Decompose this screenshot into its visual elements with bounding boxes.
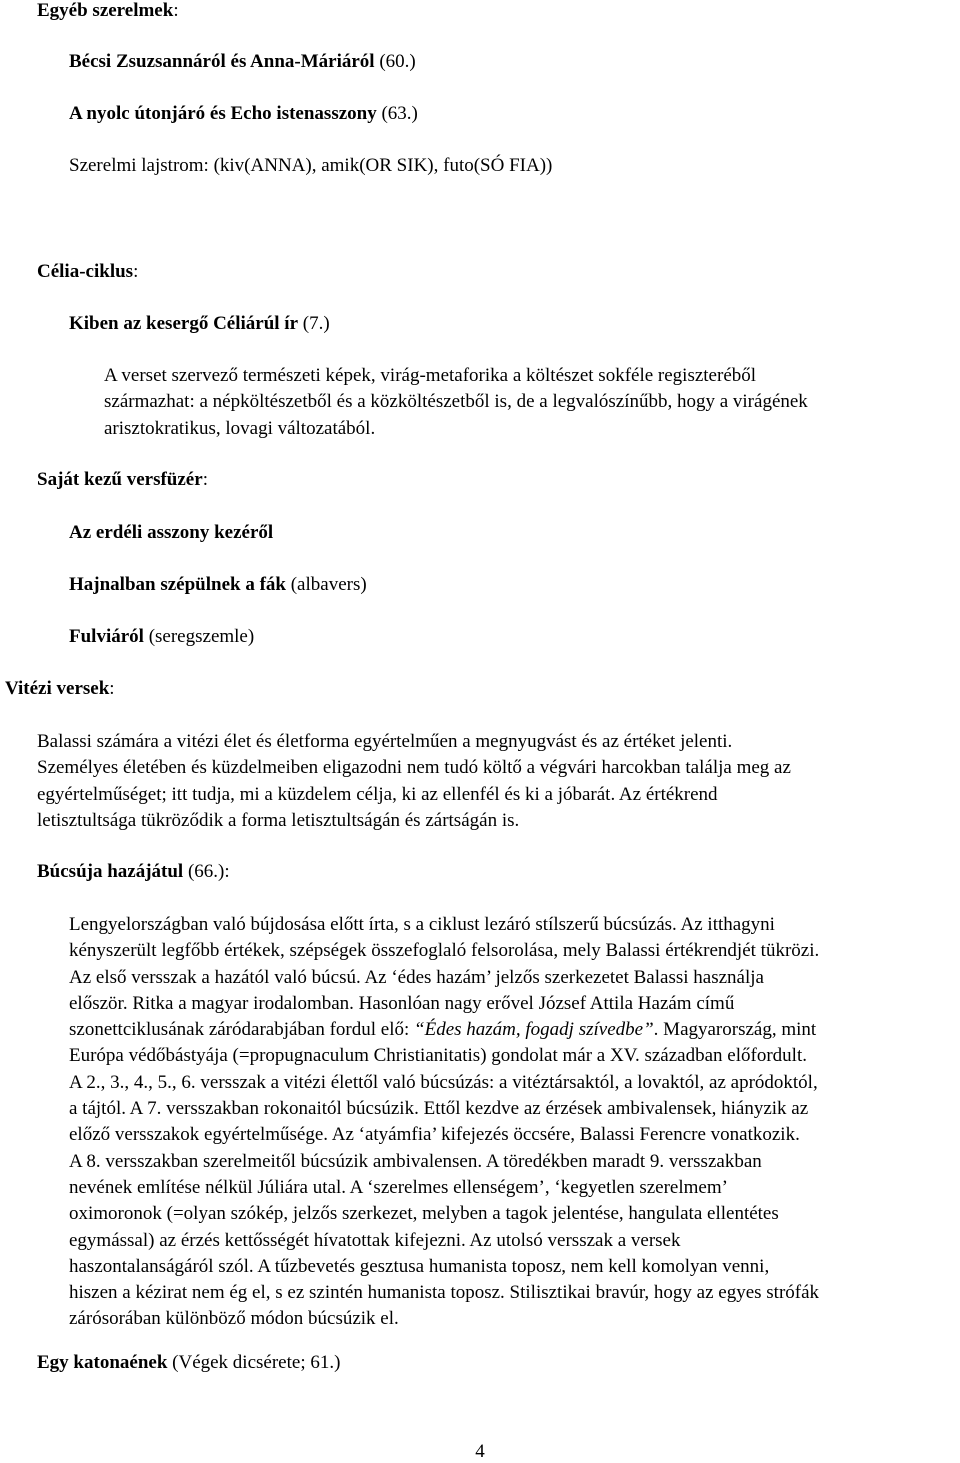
poem-number: (60.) (374, 51, 416, 72)
heading-suffix: : (202, 469, 208, 490)
heading-text: Vitézi versek (5, 678, 110, 699)
lajstrom-text: Szerelmi lajstrom: (kiv(ANNA), amik(OR SIK), futo(SÓ FIA)) (69, 155, 553, 176)
paragraph-line: nevének említése nélkül Júliára utal. A ‘szerelmes ellenségem’, ‘kegyetlen szerelmem’ (69, 1176, 728, 1198)
section-heading-celia-ciklus (37, 259, 138, 285)
section-heading-egyeb-szerelmek (37, 0, 179, 24)
paragraph-line: egyértelműséget; itt tudja, mi a küzdelem célja, ki az ellenfél és ki a jóbarát. Az értékrend (37, 783, 718, 805)
paragraph-line: származhat: a népköltészetből és a közköltészetből is, de a legvalószínűbb, hogy a virágének (104, 391, 808, 413)
paragraph-line: hiszen a kézirat nem ég el, s ez szintén humanista toposz. Stilisztikai bravúr, hogy az egyes strófák (69, 1282, 820, 1304)
paragraph-line: egymással) az érzés kettősségét hívatottak kifejezni. Az utolsó versszak a versek (69, 1229, 681, 1251)
section-heading-sajat-kezu-versfuzer (37, 467, 208, 493)
vitezi-paragraph (37, 729, 791, 834)
paragraph-line: letisztultsága tükröződik a forma letisztultságán és zártságán is. (37, 809, 520, 831)
paragraph-line: A 8. versszakban szerelmeitől búcsúzik ambivalensen. A töredékben maradt 9. versszakban (69, 1150, 762, 1172)
paragraph-line: Európa védőbástyája (=propugnaculum Christianitatis) gondolat már a XV. században előfordult. (69, 1045, 807, 1067)
paragraph-line: a tájtól. A 7. versszakban rokonaitól búcsúzik. Ettől kezdve az érzések ambivalensek, hiányzik az (69, 1098, 809, 1120)
paragraph-text: szonettciklusának záródarabjában fordul elő: (69, 1019, 415, 1041)
poem-number: (63.) (376, 103, 418, 124)
heading-text: Célia-ciklus (37, 261, 134, 282)
heading-text: Egyéb szerelmek (37, 0, 174, 21)
poem-note: (albavers) (285, 574, 367, 595)
poem-title-text: Hajnalban szépülnek a fák (69, 574, 286, 595)
paragraph-line: Az első versszak a hazától való búcsú. Az ‘édes hazám’ jelzős szerkezetet Balassi használja (69, 966, 764, 988)
paragraph-text: . Magyarország, mint (653, 1019, 817, 1041)
poem-title-hajnalban (69, 572, 367, 598)
quoted-title: Édes hazám, fogadj szívedbe (424, 1019, 644, 1041)
heading-suffix: (66.): (183, 861, 230, 882)
paragraph-line: haszontalanságáról szól. A tűzbevetés gesztusa humanista toposz, nem kell komolyan venni, (69, 1255, 770, 1277)
section-heading-egy-katonaenek (37, 1350, 340, 1376)
poem-title-fulviarol (69, 624, 254, 650)
paragraph-line: előző versszakok egyértelműsége. Az ‘atyámfia’ kifejezés öccsére, Balassi Ferencre vonatkozik. (69, 1124, 800, 1146)
paragraph-line: Lengyelországban való bújdosása előtt írta, s a ciklust lezáró stílszerű búcsúzás. Az itthagyni (69, 914, 775, 935)
poem-number: (7.) (298, 313, 330, 334)
heading-suffix: : (133, 261, 139, 282)
paragraph-line: először. Ritka a magyar irodalomban. Hasonlóan nagy erővel József Attila Hazám című (69, 992, 735, 1014)
paragraph-line: oximoronok (=olyan szókép, jelzős szerkezet, melyben a tagok jelentése, hangulata ellentétes (69, 1203, 779, 1225)
poem-title-text: Az erdéli asszony kezéről (69, 522, 274, 543)
poem-title-text: Kiben az kesergő Céliárúl ír (69, 313, 299, 334)
paragraph-line: Személyes életében és küzdelmeiben eligazodni nem tudó költő a végvári harcokban találja meg az (37, 757, 791, 779)
heading-text: Egy katonaének (37, 1352, 168, 1373)
poem-title-text: Bécsi Zsuzsannáról és Anna-Máriáról (69, 51, 375, 72)
poem-title-text: Fulviáról (69, 626, 144, 647)
poem-title-text: A nyolc útonjáró és Echo istenasszony (69, 103, 377, 124)
poem-title-becsi-zsuzsanna (69, 49, 416, 75)
heading-suffix: (Végek dicsérete; 61.) (167, 1352, 341, 1373)
section-heading-vitezi-versek (5, 676, 115, 702)
paragraph-line: szonettciklusának záródarabjában fordul elő: “Édes hazám, fogadj szívedbe”. Magyarország, mint (69, 1019, 817, 1041)
szerelmi-lajstrom (69, 153, 552, 179)
poem-title-kiben-az-kesergo (69, 311, 330, 337)
poem-title-nyolc-utonjaro (69, 101, 418, 127)
paragraph-line: arisztokratikus, lovagi változatából. (104, 417, 376, 439)
heading-suffix: : (173, 0, 179, 21)
poem-title-erdeli-asszony (69, 520, 273, 546)
paragraph-line: Balassi számára a vitézi élet és életforma egyértelműen a megnyugvást és az értéket jelenti. (37, 731, 733, 752)
paragraph-line: kényszerült legfőbb értékek, szépségek összefoglaló felsorolása, mely Balassi értékrendjét tükrözi. (69, 940, 820, 962)
paragraph-line: A verset szervező természeti képek, virág-metaforika a költészet sokféle regiszteréből (104, 365, 757, 386)
paragraph-line: A 2., 3., 4., 5., 6. versszak a vitézi élettől való búcsúzás: a vitéztársaktól, a lovaktól, az apródoktól, (69, 1071, 818, 1093)
section-heading-bucsuja-hazajatul (37, 859, 230, 885)
heading-suffix: : (109, 678, 115, 699)
heading-text: Saját kezű versfüzér (37, 469, 203, 490)
bucsuja-paragraph (69, 912, 819, 1333)
page-number: 4 (475, 1441, 485, 1462)
heading-text: Búcsúja hazájátul (37, 861, 184, 882)
paragraph-line: zárósorában különböző módon búcsúzik el. (69, 1308, 399, 1330)
celia-description (104, 363, 808, 442)
poem-note: (seregszemle) (143, 626, 255, 647)
